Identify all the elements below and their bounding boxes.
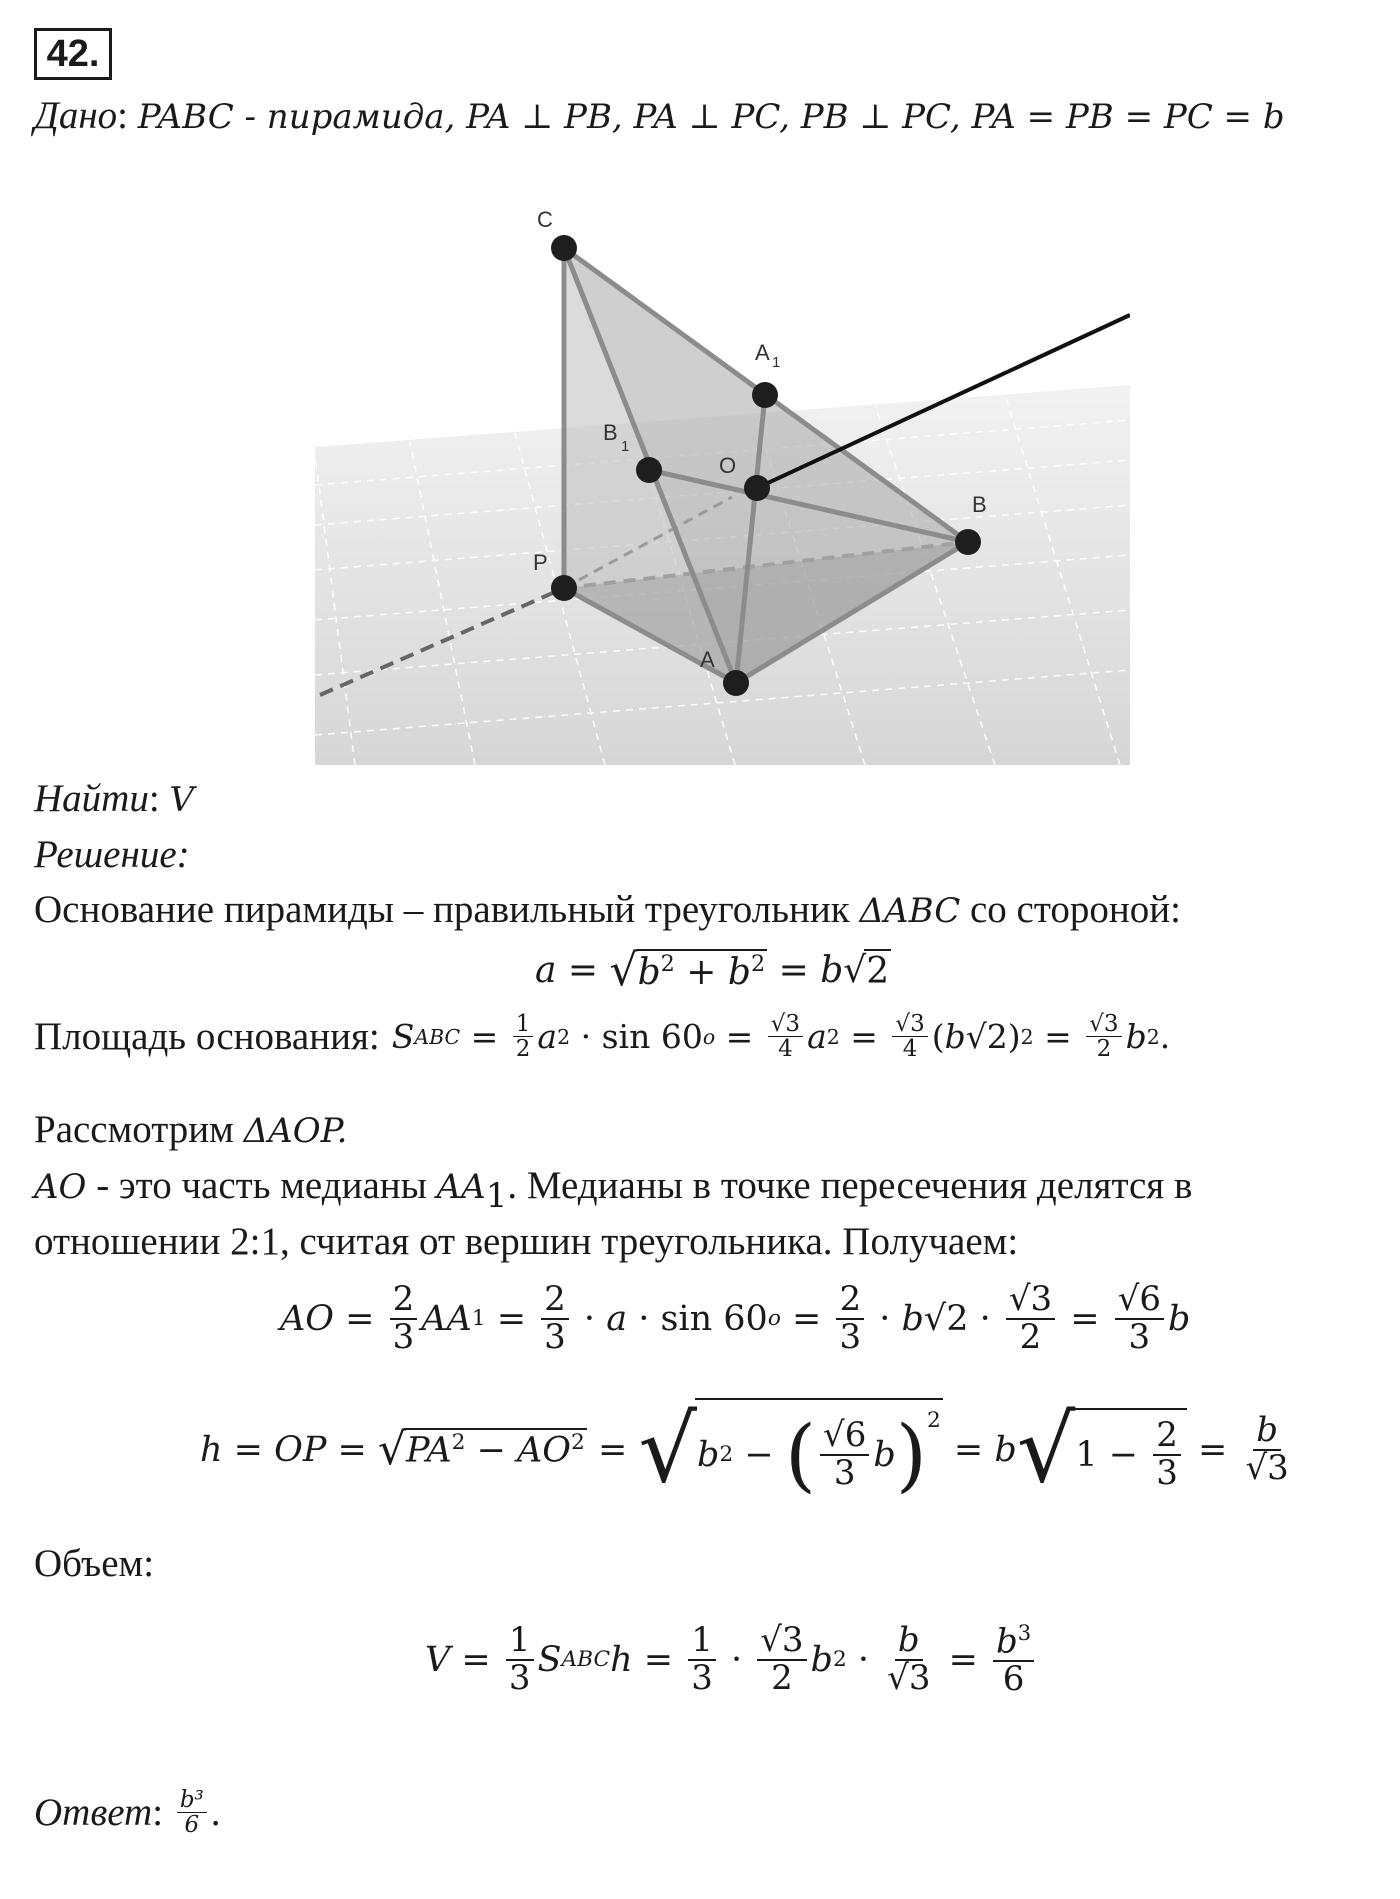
formula-volume: V = $\frac{1}{3}$ S ABC h = $\frac{1}{3}$ · $\frac{√3}{2}$ b 2 · $\frac{b}{√3}$ = $\frac{b^3}{6}$ [425,1622,1038,1698]
formula-ao: AO = $\frac{2}{3}$ AA 1 = $\frac{2}{3}$ · a · sin 60 o = $\frac{2}{3}$ · b √2 · $\frac{√3}{2}$ = $\frac{√6}{3}$ b [280,1279,1191,1357]
base-area-line: Площадь основания: S ABC = $\frac{1}{2}$ a 2 · sin 60 o = $\frac{√3}{4}$ a 2 = $\frac{√3}{4}$ ( b √2) 2 = $\frac{√3}{2}$ b 2 . [34,1011,1171,1063]
formula-side-a: a = √ $b^2 + b^2$ = b √ 2 [535,945,890,996]
point-b [955,529,981,555]
given-label: Дано [34,94,118,137]
median-line-2: отношении 2:1, считая от вершин треугольника. Получаем: [34,1220,1019,1263]
answer-line: Ответ : $\frac{\text{b³}}{6}$ . [34,1787,221,1839]
point-c [551,235,577,261]
label-c: C [537,207,553,232]
label-p: P [533,550,548,575]
label-b1: B [603,420,618,445]
label-o: O [719,453,737,478]
given-statement: PABC - пирамида, PA ⊥ PB, PA ⊥ PC, PB ⊥ PC, PA = PB = PC = b [137,97,1285,137]
find-line: Найти: V [34,777,194,820]
label-a: A [700,647,715,672]
svg-text:1: 1 [621,438,630,455]
base-intro-line: Основание пирамиды – правильный треугольник ΔABC со стороной: [34,888,1181,931]
point-o [744,475,770,501]
find-value: V [169,780,194,820]
formula-h: h = OP = √ $PA^2 - AO^2$ = √ b 2 − ( $\frac{√6}{3}$ b ) $^2$ = b √ 1 − $\frac{2}{3}$ = $\frac{b}{√3}$ [200,1395,1289,1503]
solution-label: Решение: [34,833,190,876]
answer-value: $\frac{\text{b³}}{6}$ [177,1788,207,1837]
point-p [551,575,577,601]
answer-label: Ответ [34,1791,153,1835]
point-b1 [636,457,662,483]
label-a1: A [755,340,770,365]
point-a [723,670,749,696]
problem-number: 42. [34,28,112,80]
find-label: Найти [34,777,149,820]
svg-text:1: 1 [772,354,781,371]
consider-line: Рассмотрим ΔAOP. [34,1108,348,1151]
pyramid-figure [315,205,1130,765]
label-b: B [972,492,987,517]
median-line-1: AO - это часть медианы $AA_1$. Медианы в точке пересечения делятся в [34,1164,1193,1216]
point-a1 [752,382,778,408]
given-line: Дано: PABC - пирамида, PA ⊥ PB, PA ⊥ PC, PB ⊥ PC, PA = PB = PC = b [34,94,1285,137]
volume-label: Объем: [34,1542,155,1585]
